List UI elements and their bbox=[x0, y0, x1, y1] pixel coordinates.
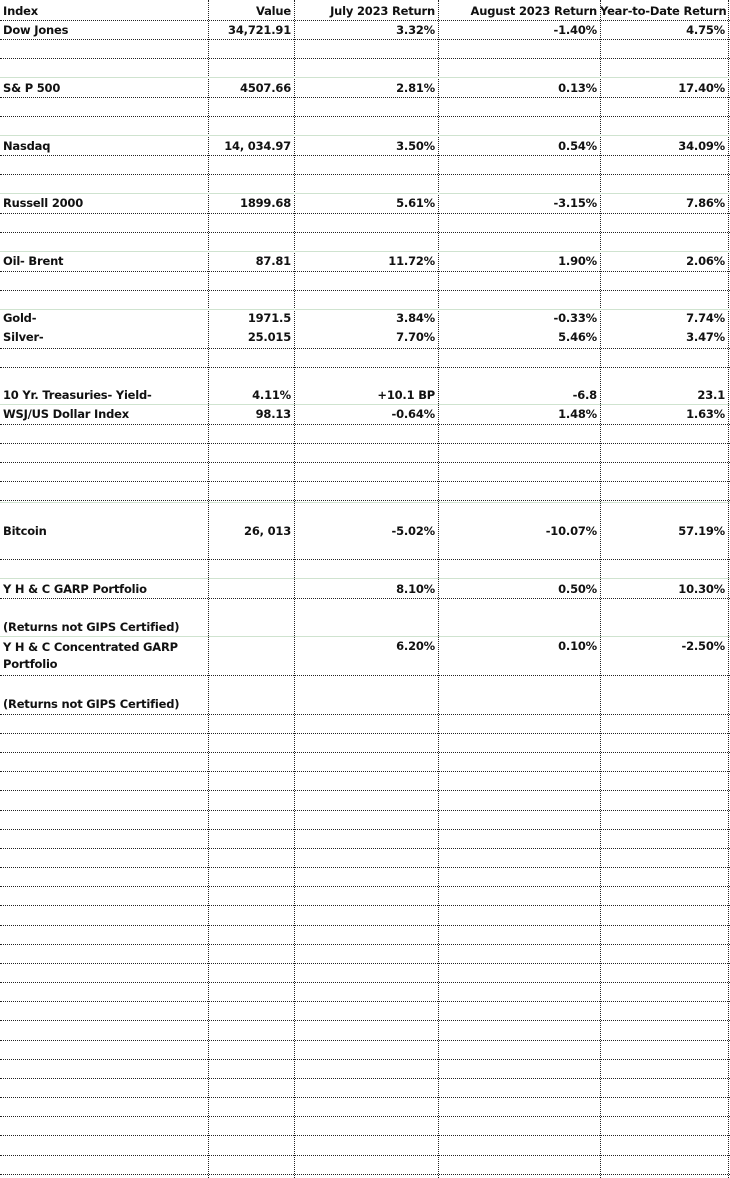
row-divider bbox=[0, 559, 730, 560]
row-divider bbox=[0, 424, 730, 425]
row-august: 1.90% bbox=[558, 254, 597, 268]
row-july: 2.81% bbox=[396, 81, 435, 95]
row-august: -0.33% bbox=[553, 311, 597, 325]
row-value: 4507.66 bbox=[240, 81, 291, 95]
row-divider bbox=[0, 752, 730, 753]
row-july: 6.20% bbox=[396, 639, 435, 653]
row-divider bbox=[0, 829, 730, 830]
row-ytd: 2.06% bbox=[686, 254, 725, 268]
header-august: August 2023 Return bbox=[470, 4, 597, 18]
row-value: 34,721.91 bbox=[228, 23, 291, 37]
section-divider bbox=[0, 502, 730, 503]
row-july: -0.64% bbox=[391, 407, 435, 421]
row-divider bbox=[0, 733, 730, 734]
row-august: 0.10% bbox=[558, 639, 597, 653]
row-divider bbox=[0, 886, 730, 887]
row-divider bbox=[0, 675, 730, 676]
row-value: 26, 013 bbox=[244, 524, 291, 538]
row-divider bbox=[0, 1059, 730, 1060]
row-value: 14, 034.97 bbox=[224, 139, 291, 153]
header-value: Value bbox=[256, 4, 291, 18]
row-divider bbox=[0, 848, 730, 849]
row-divider bbox=[0, 481, 730, 482]
row-august: -10.07% bbox=[545, 524, 597, 538]
row-ytd: 34.09% bbox=[678, 139, 725, 153]
gips-note: (Returns not GIPS Certified) bbox=[3, 620, 180, 634]
header-july: July 2023 Return bbox=[330, 4, 435, 18]
row-august: 5.46% bbox=[558, 330, 597, 344]
row-index: Oil- Brent bbox=[3, 254, 64, 268]
row-index: Nasdaq bbox=[3, 139, 51, 153]
row-divider bbox=[0, 367, 730, 368]
row-index: S& P 500 bbox=[3, 81, 61, 95]
row-divider bbox=[0, 1020, 730, 1021]
row-august: 0.54% bbox=[558, 139, 597, 153]
gips-note: (Returns not GIPS Certified) bbox=[3, 697, 180, 711]
row-value: 87.81 bbox=[255, 254, 291, 268]
row-ytd: 7.74% bbox=[686, 311, 725, 325]
row-divider bbox=[0, 925, 730, 926]
row-divider bbox=[0, 271, 730, 272]
row-divider bbox=[0, 714, 730, 715]
row-value bbox=[208, 637, 294, 656]
row-value: 25.015 bbox=[247, 330, 291, 344]
row-divider bbox=[0, 462, 730, 463]
section-divider bbox=[0, 578, 730, 579]
row-index: Dow Jones bbox=[3, 23, 69, 37]
section-divider bbox=[0, 135, 730, 136]
row-divider bbox=[0, 944, 730, 945]
row-index: Silver- bbox=[3, 330, 44, 344]
row-divider bbox=[0, 982, 730, 983]
row-ytd: 17.40% bbox=[678, 81, 725, 95]
row-august: -6.8 bbox=[572, 388, 597, 402]
row-value: 1899.68 bbox=[240, 196, 291, 210]
row-value: 1971.5 bbox=[247, 311, 291, 325]
row-ytd: 7.86% bbox=[686, 196, 725, 210]
row-july: 7.70% bbox=[396, 330, 435, 344]
row-divider bbox=[0, 867, 730, 868]
row-divider bbox=[0, 810, 730, 811]
row-divider bbox=[0, 348, 730, 349]
header-ytd: Year-to-Date Return bbox=[600, 4, 727, 18]
row-ytd: 57.19% bbox=[678, 524, 725, 538]
row-index: Russell 2000 bbox=[3, 196, 84, 210]
row-divider bbox=[0, 1116, 730, 1117]
row-value bbox=[208, 580, 294, 599]
row-divider bbox=[0, 1001, 730, 1002]
row-divider bbox=[0, 790, 730, 791]
row-july: 11.72% bbox=[388, 254, 435, 268]
row-august: 0.50% bbox=[558, 582, 597, 596]
row-ytd: 3.47% bbox=[686, 330, 725, 344]
row-august: -1.40% bbox=[553, 23, 597, 37]
row-divider bbox=[0, 290, 730, 291]
row-divider bbox=[0, 116, 730, 117]
row-value: 98.13 bbox=[255, 407, 291, 421]
row-ytd: -2.50% bbox=[681, 639, 725, 653]
row-divider bbox=[0, 500, 730, 501]
row-august: -3.15% bbox=[553, 196, 597, 210]
row-divider bbox=[0, 771, 730, 772]
row-divider bbox=[0, 443, 730, 444]
row-divider bbox=[0, 1155, 730, 1156]
row-ytd: 23.1 bbox=[697, 388, 725, 402]
row-ytd: 10.30% bbox=[678, 582, 725, 596]
row-july: -5.02% bbox=[391, 524, 435, 538]
row-ytd: 4.75% bbox=[686, 23, 725, 37]
row-divider bbox=[0, 58, 730, 59]
row-july: 3.32% bbox=[396, 23, 435, 37]
section-divider bbox=[0, 77, 730, 78]
row-divider bbox=[0, 1040, 730, 1041]
row-divider bbox=[0, 905, 730, 906]
row-divider bbox=[0, 1097, 730, 1098]
header-index: Index bbox=[3, 4, 38, 18]
row-index: Gold- bbox=[3, 311, 37, 325]
row-august: 0.13% bbox=[558, 81, 597, 95]
row-index: WSJ/US Dollar Index bbox=[3, 407, 129, 421]
row-divider bbox=[0, 213, 730, 214]
row-divider bbox=[0, 1135, 730, 1136]
row-index: Y H & C Concentrated GARP Portfolio bbox=[3, 640, 178, 671]
row-ytd: 1.63% bbox=[686, 407, 725, 421]
row-index: 10 Yr. Treasuries- Yield- bbox=[3, 388, 152, 402]
row-divider bbox=[0, 232, 730, 233]
row-july: 8.10% bbox=[396, 582, 435, 596]
row-value: 4.11% bbox=[252, 388, 291, 402]
row-july: 3.84% bbox=[396, 311, 435, 325]
row-july: 3.50% bbox=[396, 139, 435, 153]
row-index: Bitcoin bbox=[3, 524, 47, 538]
row-divider bbox=[0, 963, 730, 964]
row-divider bbox=[0, 1174, 730, 1175]
row-index: Y H & C GARP Portfolio bbox=[3, 582, 147, 596]
row-divider bbox=[0, 1078, 730, 1079]
row-august: 1.48% bbox=[558, 407, 597, 421]
row-july: 5.61% bbox=[396, 196, 435, 210]
row-divider bbox=[0, 174, 730, 175]
row-july: +10.1 BP bbox=[377, 388, 435, 402]
